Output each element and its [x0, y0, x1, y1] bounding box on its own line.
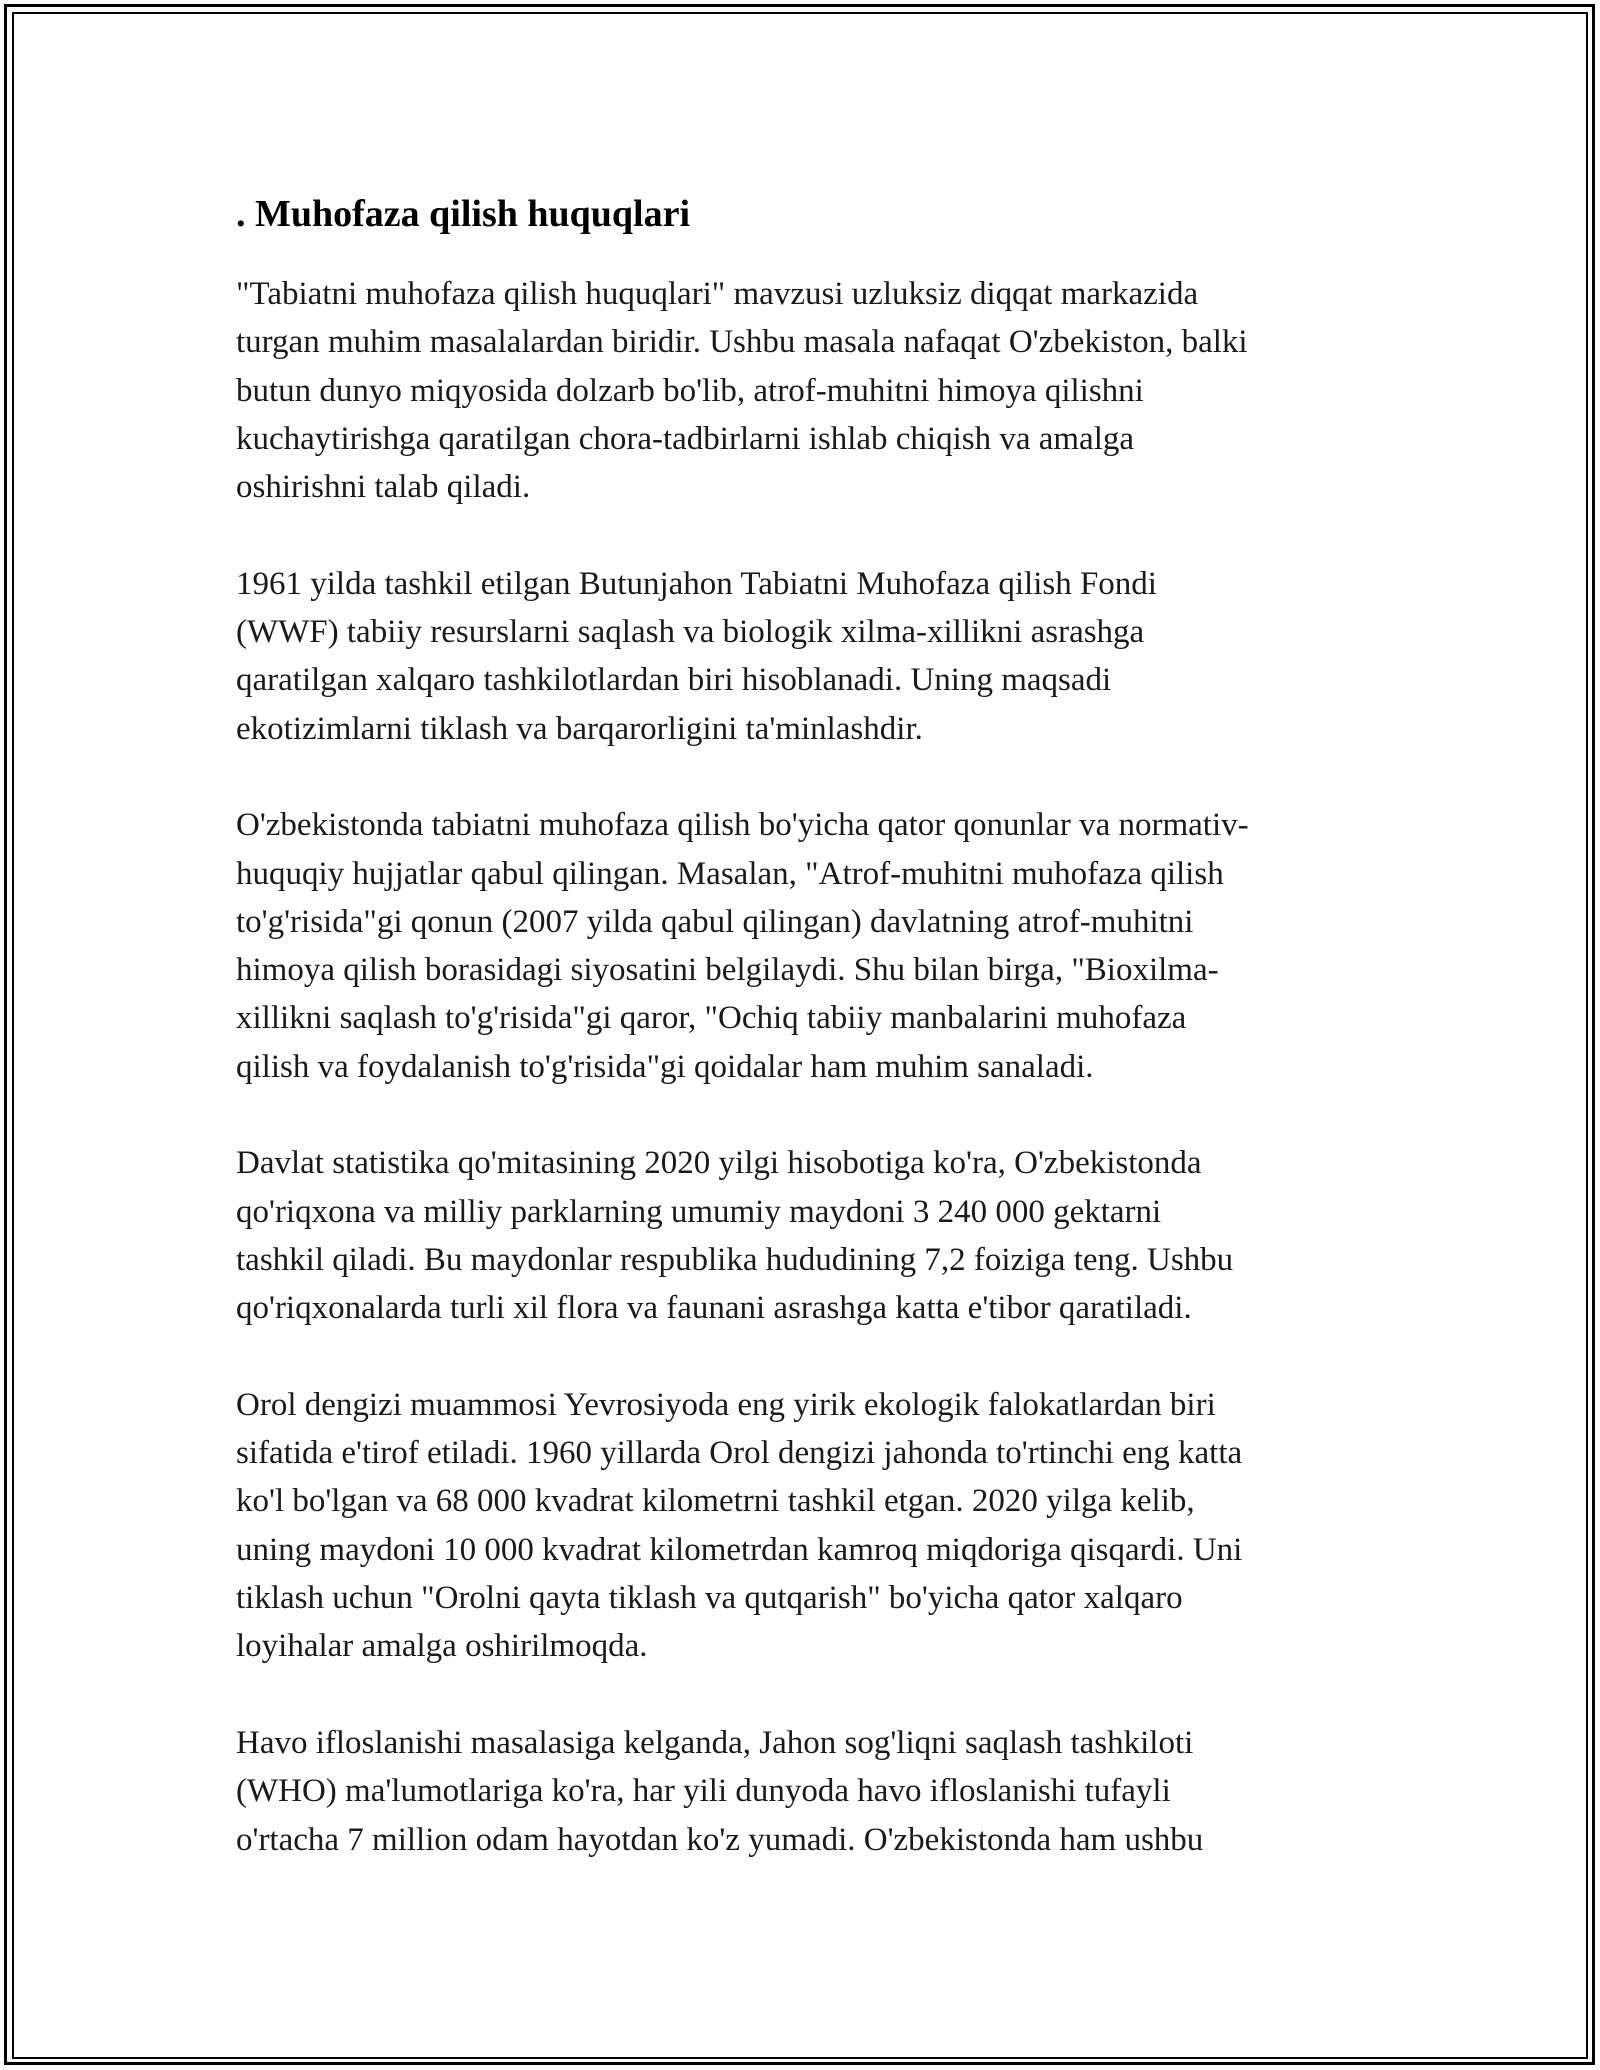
- page-title: . Muhofaza qilish huquqlari: [236, 193, 691, 235]
- paragraph-laws: O'zbekistonda tabiatni muhofaza qilish bo'yicha qator qonunlar va normativ- huquqiy hujjatlar qabul qilingan. Masalan, "Atrof-muhitni muhofaza qilish to'g'risida"gi qonun (2007 yilda qabul qilingan) davlatning atrof-muhitni himoya qilish borasidagi siyosatini belgilaydi. Shu bilan birga, "Bioxilma- xillikni saqlash to'g'risida"gi qaror, "Ochiq tabiiy manbalarini muhofaza qilish va foydalanish to'g'risida"gi qoidalar ham muhim sanaladi.: [236, 807, 1249, 1085]
- paragraph-aral-sea: Orol dengizi muammosi Yevrosiyoda eng yirik ekologik falokatlardan biri sifatida e'tirof etiladi. 1960 yillarda Orol dengizi jahonda to'rtinchi eng katta ko'l bo'lgan va 68 000 kvadrat kilometrni tashkil etgan. 2020 yilga kelib, uning maydoni 10 000 kvadrat kilometrdan kamroq miqdoriga qisqardi. Uni tiklash uchun "Orolni qayta tiklash va qutqarish" bo'yicha qator xalqaro loyihalar amalga oshirilmoqda.: [236, 1386, 1243, 1665]
- paragraph-wwf: 1961 yilda tashkil etilgan Butunjahon Tabiatni Muhofaza qilish Fondi (WWF) tabiiy resurslarni saqlash va biologik xilma-xillikni asrashga qaratilgan xalqaro tashkilotlardan biri hisoblanadi. Uning maqsadi ekotizimlarni tiklash va barqarorligini ta'minlashdir.: [236, 565, 1157, 747]
- paragraph-air-pollution: Havo ifloslanishi masalasiga kelganda, Jahon sog'liqni saqlash tashkiloti (WHO) ma'lumotlariga ko'ra, har yili dunyoda havo ifloslanishi tufayli o'rtacha 7 million odam hayotdan ko'z yumadi. O'zbekistonda ham ushbu: [236, 1724, 1204, 1858]
- paragraph-intro: "Tabiatni muhofaza qilish huquqlari" mavzusi uzluksiz diqqat markazida turgan muhim masalalardan biridir. Ushbu masala nafaqat O'zbekiston, balki butun dunyo miqyosida dolzarb bo'lib, atrof-muhitni himoya qilishni kuchaytirishga qaratilgan chora-tadbirlarni ishlab chiqish va amalga oshirishni talab qiladi.: [236, 276, 1248, 506]
- paragraph-statistics: Davlat statistika qo'mitasining 2020 yilgi hisobotiga ko'ra, O'zbekistonda qo'riqxona va milliy parklarning umumiy maydoni 3 240 000 gektarni tashkil qiladi. Bu maydonlar respublika hududining 7,2 foiziga teng. Ushbu qo'riqxonalarda turli xil flora va faunani asrashga katta e'tibor qaratiladi.: [236, 1145, 1234, 1327]
- document-body: [236, 188, 1376, 1912]
